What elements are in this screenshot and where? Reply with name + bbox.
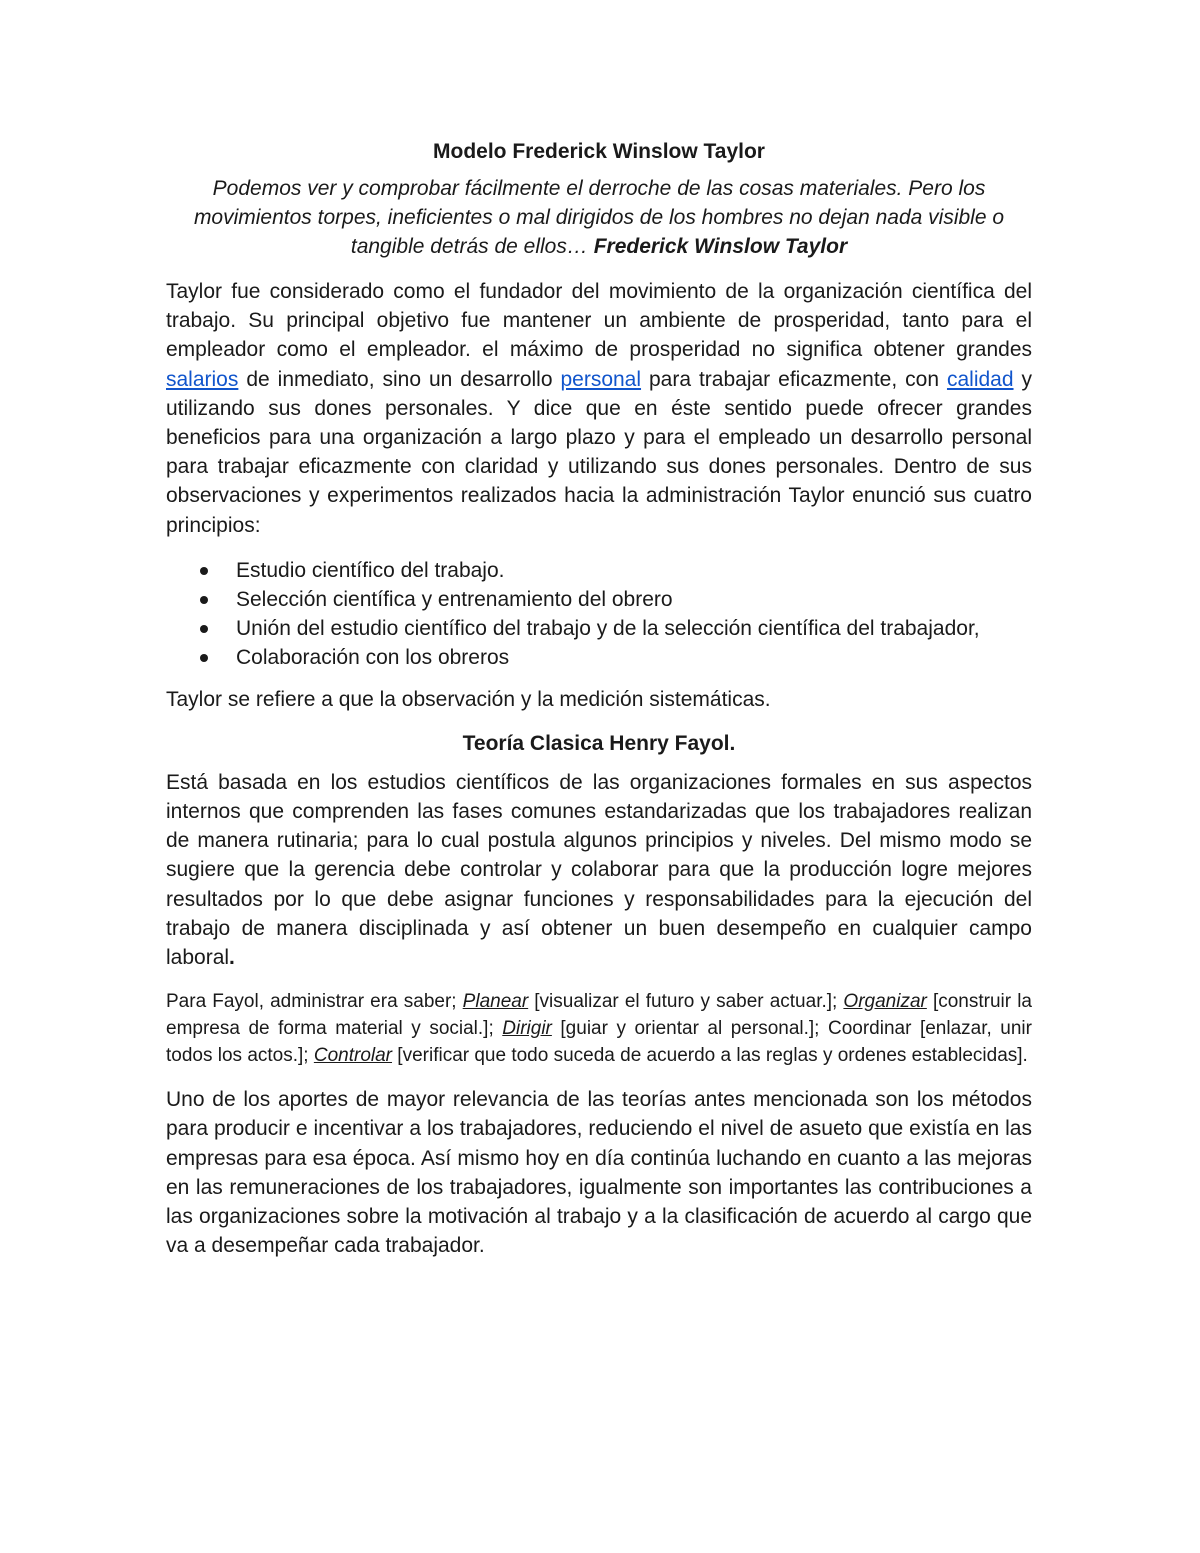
document-title: Modelo Frederick Winslow Taylor bbox=[433, 140, 765, 163]
list-item bbox=[166, 556, 1032, 585]
fayol-paragraph bbox=[166, 768, 1032, 972]
list-item-text: Colaboración con los obreros bbox=[236, 646, 510, 670]
administrar-intro: Para Fayol, administrar era saber; bbox=[166, 991, 463, 1013]
list-item-text: Unión del estudio científico del trabajo y de la selección científica del trabajador, bbox=[236, 617, 980, 641]
list-item bbox=[166, 585, 1032, 614]
calidad-link[interactable]: calidad bbox=[946, 367, 1014, 391]
bullet-icon bbox=[200, 625, 208, 633]
dirigir-term: Dirigir bbox=[502, 1018, 552, 1040]
controlar-term: Controlar bbox=[313, 1045, 393, 1067]
taylor-text-2: de inmediato, sino un desarrollo bbox=[238, 367, 561, 391]
administrar-paragraph bbox=[166, 988, 1032, 1069]
taylor-text-1: Taylor fue considerado como el fundador del movimiento de la organización científica del trabajo. Su principal objetivo fue mantener un ambiente de prosperidad, tanto para el empleador como el empleador. el máximo de prosperidad no significa obtener grandes bbox=[166, 280, 1032, 362]
controlar-desc: [verificar que todo suceda de acuerdo a las reglas y ordenes establecidas]. bbox=[392, 1045, 1028, 1067]
fayol-end-dot: . bbox=[229, 946, 235, 970]
salarios-link[interactable]: salarios bbox=[166, 367, 239, 391]
personal-link[interactable]: personal bbox=[560, 367, 642, 391]
taylor-quote bbox=[166, 174, 1032, 261]
aportes-paragraph: Uno de los aportes de mayor relevancia de las teorías antes mencionada son los métodos para producir e incentivar a los trabajadores, reduciendo el nivel de asueto que existía en las empresas para esa época. Así mismo hoy en día continúa luchando en cuanto a las mejoras en las remuneraciones de los trabajadores, igualmente son importantes las contribuciones a las organizaciones sobre la motivación al trabajo y a la clasificación de acuerdo al cargo que va a desempeñar cada trabajador. bbox=[166, 1088, 1032, 1258]
taylor-text-3: para trabajar eficazmente, con bbox=[641, 367, 947, 391]
fayol-title: Teoría Clasica Henry Fayol. bbox=[462, 731, 736, 755]
organizar-term: Organizar bbox=[843, 991, 927, 1013]
list-item-text: Estudio científico del trabajo. bbox=[236, 558, 505, 582]
fayol-text: Está basada en los estudios científicos de las organizaciones formales en sus aspectos internos que comprenden las fases comunes estandarizadas que los trabajadores realizan de manera rutinaria; para lo cual postula algunos principios y niveles. Del mismo modo se sugiere que la gerencia debe controlar y colaborar para que la producción logre mejores resultados por lo que debe asignar funciones y responsabilidades para la ejecución del trabajo de manera disciplinada y así obtener un buen desempeño en cualquier campo laboral bbox=[166, 770, 1032, 970]
dirigir-desc: [guiar y orientar al personal.]; Coordinar [enlazar, unir todos los actos.]; bbox=[166, 1018, 1032, 1067]
taylor-text-4: y utilizando sus dones personales. Y dice que en éste sentido puede ofrecer grandes beneficios para una organización a largo plazo y para el empleado un desarrollo personal para trabajar eficazmente con claridad y utilizando sus dones personales. Dentro de sus observaciones y experimentos realizados hacia la administración Taylor enunció sus cuatro principios: bbox=[166, 367, 1032, 537]
organizar-desc: [construir la empresa de forma material y social.]; bbox=[166, 991, 1032, 1040]
bullet-icon bbox=[200, 654, 208, 662]
planear-term: Planear bbox=[462, 991, 529, 1013]
bullet-icon bbox=[200, 567, 208, 575]
taylor-paragraph bbox=[166, 277, 1032, 540]
quote-author: Frederick Winslow Taylor bbox=[593, 235, 848, 258]
principles-list bbox=[166, 556, 1032, 673]
bullet-icon bbox=[200, 596, 208, 604]
list-item bbox=[166, 643, 1032, 672]
quote-text: Podemos ver y comprobar fácilmente el derroche de las cosas materiales. Pero los movimientos torpes, ineficientes o mal dirigidos de los hombres no dejan nada visible o tangible detrás de ellos… bbox=[193, 177, 1005, 258]
planear-desc: [visualizar el futuro y saber actuar.]; bbox=[528, 991, 844, 1013]
list-item bbox=[166, 614, 1032, 643]
taylor-closing: Taylor se refiere a que la observación y la medición sistemáticas. bbox=[166, 687, 771, 711]
list-item-text: Selección científica y entrenamiento del obrero bbox=[236, 588, 673, 612]
